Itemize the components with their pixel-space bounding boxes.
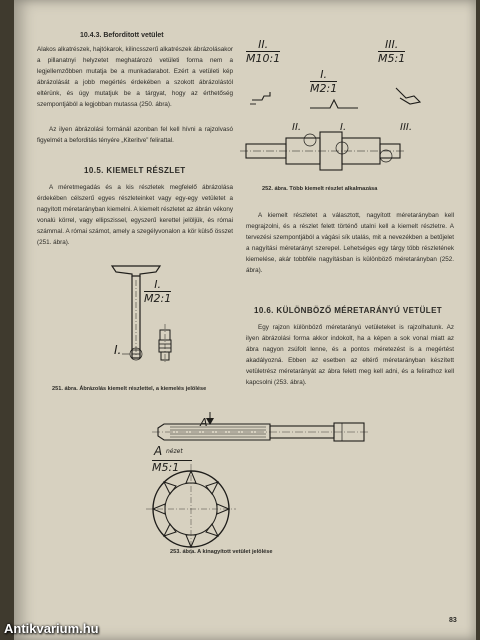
figure-253-caption: 253. ábra. A kinagyított vetület jelölése: [170, 549, 273, 555]
figure-251-drawing: [110, 258, 230, 378]
book-page: [14, 0, 476, 640]
section-10-6-paragraph: Egy rajzon különböző méretarányú vetületeket is rajzolhatunk. Az ilyen ábrázolási forma akkor indokolt, ha a képen a sok vonal miatt az ábra nagyon zsúfolt lenne, és a pontos méretezést is a megértést akadályozná. Ebben az esetben az eltérő méretarányban készített vetületrész méretarányát az ábra felett meg kell adni, és a felirathoz kell kapcsolni (253. ábra).: [246, 324, 454, 386]
section-heading-10-6: 10.6. KÜLÖNBÖZŐ MÉRETARÁNYÚ VETÜLET: [254, 306, 443, 315]
figure-253-section-view: [146, 464, 236, 554]
page-number: 83: [449, 617, 457, 624]
watermark: Antikvarium.hu: [4, 621, 99, 636]
section-heading-10-4-3: 10.4.3. Beforditott vetület: [80, 32, 164, 39]
figure-251-detail-mark: I.: [114, 343, 122, 357]
section-10-4-3-paragraph-2: Az ilyen ábrázolási formánál azonban fel kell hívni a rajzolvasó figyelmét a beforditás tényére „Kiteritve” felirattal.: [37, 126, 233, 144]
figure-253-scale: M5:1: [152, 461, 180, 474]
figure-252-label-III-number: III.: [378, 38, 405, 52]
figure-251-caption: 251. ábra. Ábrázolás kiemelt részlettel, a kiemelés jelölése: [52, 386, 207, 392]
figure-251-detail-number: I.: [144, 278, 171, 292]
figure-253-arrow-letter: A: [200, 416, 208, 429]
figure-252-label-I-number: I.: [310, 68, 337, 82]
figure-252-label-III-scale: M5:1: [378, 52, 406, 65]
figure-252-mark-III: III.: [400, 122, 413, 133]
figure-251-detail-scale: M2:1: [144, 292, 172, 305]
figure-252-label-II-scale: M10:1: [246, 52, 281, 65]
figure-253-view-word: nézet: [166, 448, 183, 455]
section-10-4-3-paragraph-1: Alakos alkatrészek, hajtókarok, kilincsszerű alkatrészek ábrázolásakor a pillanatnyi helyzetet meghatározó vetületi forma nem a legjellemzőbben mutatja be a munkadarabot. Ezért a vetületi kép ábrázolását a jobb megértés érdekében a szokott ábrázolástól eltérünk, és úgy mutatjuk be a tárgyat, hogy az érthetőség szempontjából a legjobban mutassa (250. ábra).: [37, 46, 233, 108]
figure-251-detail-label: [144, 278, 171, 305]
figure-252-caption: 252. ábra. Több kiemelt részlet alkalmazása: [262, 186, 378, 192]
figure-252-mark-I: I.: [340, 122, 347, 133]
figure-252-mark-II: II.: [292, 122, 302, 133]
section-heading-10-5: 10.5. KIEMELT RÉSZLET: [84, 166, 186, 175]
right-column-paragraph: A kiemelt részletet a választott, nagyított méretarányban kell megrajzolni, és a részlet felett történő utalni kell a kiemelt részletre. A tervezési szempontjából a vágási sík utalás, mit a nevezékben a betűjelet a nagyítási méretarányt szerepel. Lehetséges egy tárgy több részletének kiemelése, akár tobbféle nagyításban is különböző méretarányban (252. ábra).: [246, 212, 454, 274]
figure-252-drawing: [230, 60, 450, 180]
figure-252-label-I-scale: M2:1: [310, 82, 338, 95]
section-10-5-paragraph: A méretmegadás és a kis részletek megfelelő ábrázolása érdekében célszerű egyes részleteinket vagy egy-egy vetületet a nagyított méretarányban kiemelni. A kiemelt részletet az ábrán vékony vonalú körrel, vagy ellipszissel, egyszerű kerettel jelöljük, és római számmal. A római számot, amely a szegélyvonalon a kör külső összet (251. ábra).: [37, 184, 233, 246]
figure-252-label-II-number: II.: [246, 38, 280, 52]
figure-253-view-letter: A: [154, 444, 163, 458]
